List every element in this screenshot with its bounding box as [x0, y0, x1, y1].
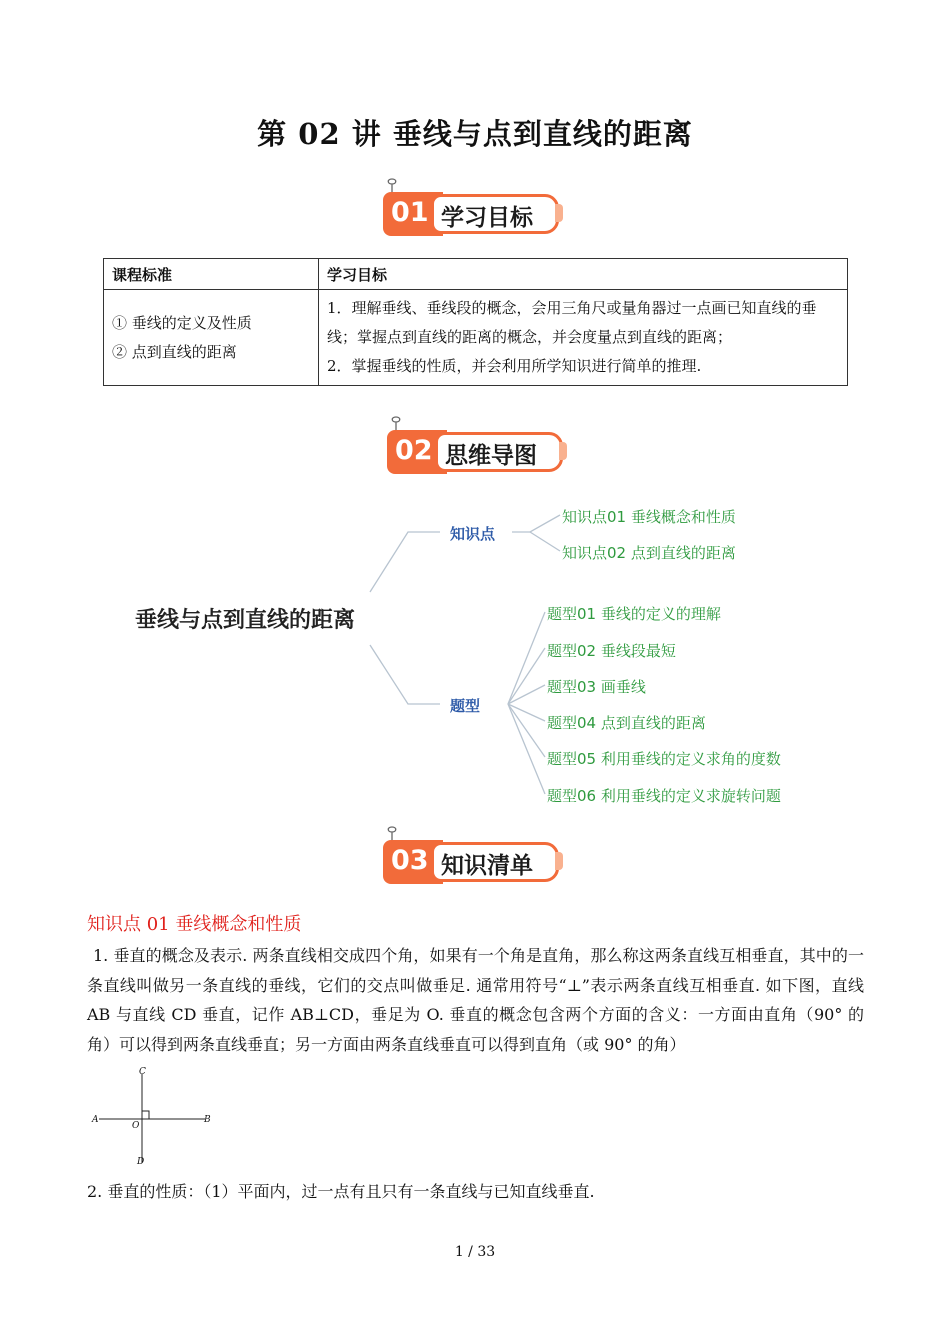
label-a: A: [92, 1115, 99, 1125]
label-o: O: [132, 1121, 140, 1131]
section-label: 学习目标: [441, 205, 533, 231]
mindmap-leaf: 题型01 垂线的定义的理解: [547, 605, 721, 623]
mindmap-leaf: 题型03 画垂线: [547, 678, 646, 696]
section-number: 02: [395, 435, 433, 466]
mindmap-branch-types: 题型: [450, 697, 481, 715]
knowledge-point-title: 知识点 01 垂线概念和性质: [87, 914, 302, 935]
perpendicular-figure: [88, 1064, 218, 1170]
knowledge-paragraph: 1. 垂直的概念及表示. 两条直线相交成四个角，如果有一个角是直角，那么称这两条直线互相垂直，其中的一条直线叫做另一条直线的垂线，它们的交点叫做垂足. 通常用符号“⊥”表示两条直线互相垂直. 如下图，直线 AB 与直线 CD 垂直，记作 AB⊥CD，垂足为 O. 垂直的概念包含两个方面的含义：一方面由直角（90° 的角）可以得到两条直线垂直；另一方面由两条直线垂直可以得到直角（或 90° 的角）: [87, 946, 864, 1054]
header-standard: 课程标准: [104, 259, 319, 290]
mindmap-leaf: 题型02 垂线段最短: [547, 642, 676, 660]
section-number: 01: [391, 197, 429, 228]
page-number: 1 / 33: [454, 1244, 496, 1260]
standard-item: ② 点到直线的距离: [112, 342, 237, 361]
header-goals: 学习目标: [319, 259, 848, 290]
mindmap-leaf: 知识点02 点到直线的距离: [562, 544, 736, 562]
label-d: D: [137, 1157, 145, 1167]
goal-item: 2．掌握垂线的性质，并会利用所学知识进行简单的推理.: [327, 357, 702, 375]
goal-item: 1．理解垂线、垂线段的概念，会用三角尺或量角器过一点画已知直线的垂线；掌握点到直线的距离的概念，并会度量点到直线的距离；: [327, 299, 817, 346]
section-label: 思维导图: [445, 443, 537, 469]
label-b: B: [204, 1115, 211, 1125]
mindmap-leaf: 知识点01 垂线概念和性质: [562, 508, 736, 526]
mindmap-branch-knowledge: 知识点: [450, 525, 496, 543]
label-c: C: [139, 1067, 146, 1077]
section-badge-03: [383, 826, 573, 886]
mindmap-leaf: 题型05 利用垂线的定义求角的度数: [547, 750, 781, 768]
standard-item: ① 垂线的定义及性质: [112, 313, 252, 332]
mindmap-root: 垂线与点到直线的距离: [135, 608, 356, 633]
page-title: 第 02 讲 垂线与点到直线的距离: [257, 117, 693, 151]
mindmap-leaf: 题型04 点到直线的距离: [547, 714, 706, 732]
mindmap-leaf: 题型06 利用垂线的定义求旋转问题: [547, 787, 781, 805]
section-number: 03: [391, 845, 429, 876]
section-label: 知识清单: [441, 853, 533, 879]
knowledge-paragraph: 2. 垂直的性质：（1）平面内，过一点有且只有一条直线与已知直线垂直.: [87, 1182, 595, 1201]
